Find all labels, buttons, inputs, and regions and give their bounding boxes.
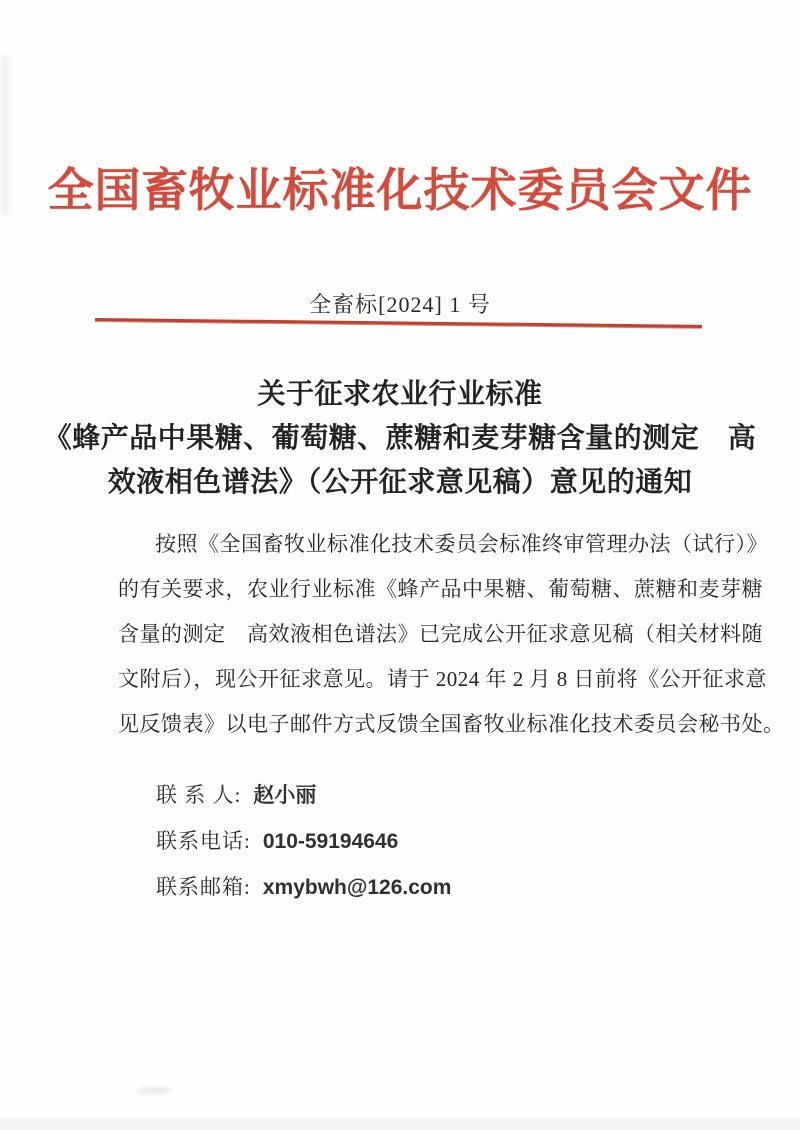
body-line-5: 见反馈表》以电子邮件方式反馈全国畜牧业标准化技术委员会秘书处。 (118, 712, 785, 736)
contact-phone-value: 010-59194646 (262, 830, 399, 853)
body-line-4: 文附后），现公开征求意见。请于 2024 年 2 月 8 日前将《公开征求意 (118, 667, 767, 691)
contact-person-value: 赵小丽 (253, 784, 317, 807)
contact-email-label: 联系邮箱: (156, 875, 251, 899)
contact-row-person (156, 772, 451, 818)
document-number: 全畜标[2024] 1 号 (309, 292, 491, 317)
scan-artifact-smudge (138, 1086, 172, 1095)
contact-email-value: xmybwh@126.com (262, 876, 452, 899)
subject-heading (0, 372, 800, 504)
subject-line-1: 关于征求农业行业标准 (257, 378, 543, 409)
letterhead-org-title: 全国畜牧业标准化技术委员会文件 (47, 165, 753, 216)
red-divider-rule (95, 318, 702, 328)
body-line-1: 按照《全国畜牧业标准化技术委员会标准终审管理办法（试行）》 (155, 532, 768, 556)
contact-block (156, 772, 451, 910)
contact-person-label: 联 系 人: (156, 783, 242, 807)
contact-row-phone (156, 818, 451, 864)
contact-phone-label: 联系电话: (156, 829, 251, 853)
body-paragraph (118, 522, 785, 747)
body-line-3: 含量的测定 高效液相色谱法》已完成公开征求意见稿（相关材料随 (118, 622, 763, 646)
contact-row-email (156, 864, 451, 910)
subject-line-3: 效液相色谱法》（公开征求意见稿）意见的通知 (107, 466, 693, 497)
body-line-2: 的有关要求，农业行业标准《蜂产品中果糖、葡萄糖、蔗糖和麦芽糖 (118, 577, 763, 601)
subject-line-2: 《蜂产品中果糖、葡萄糖、蔗糖和麦芽糖含量的测定 高 (43, 422, 757, 453)
scan-artifact-bottom-edge (0, 1118, 800, 1130)
